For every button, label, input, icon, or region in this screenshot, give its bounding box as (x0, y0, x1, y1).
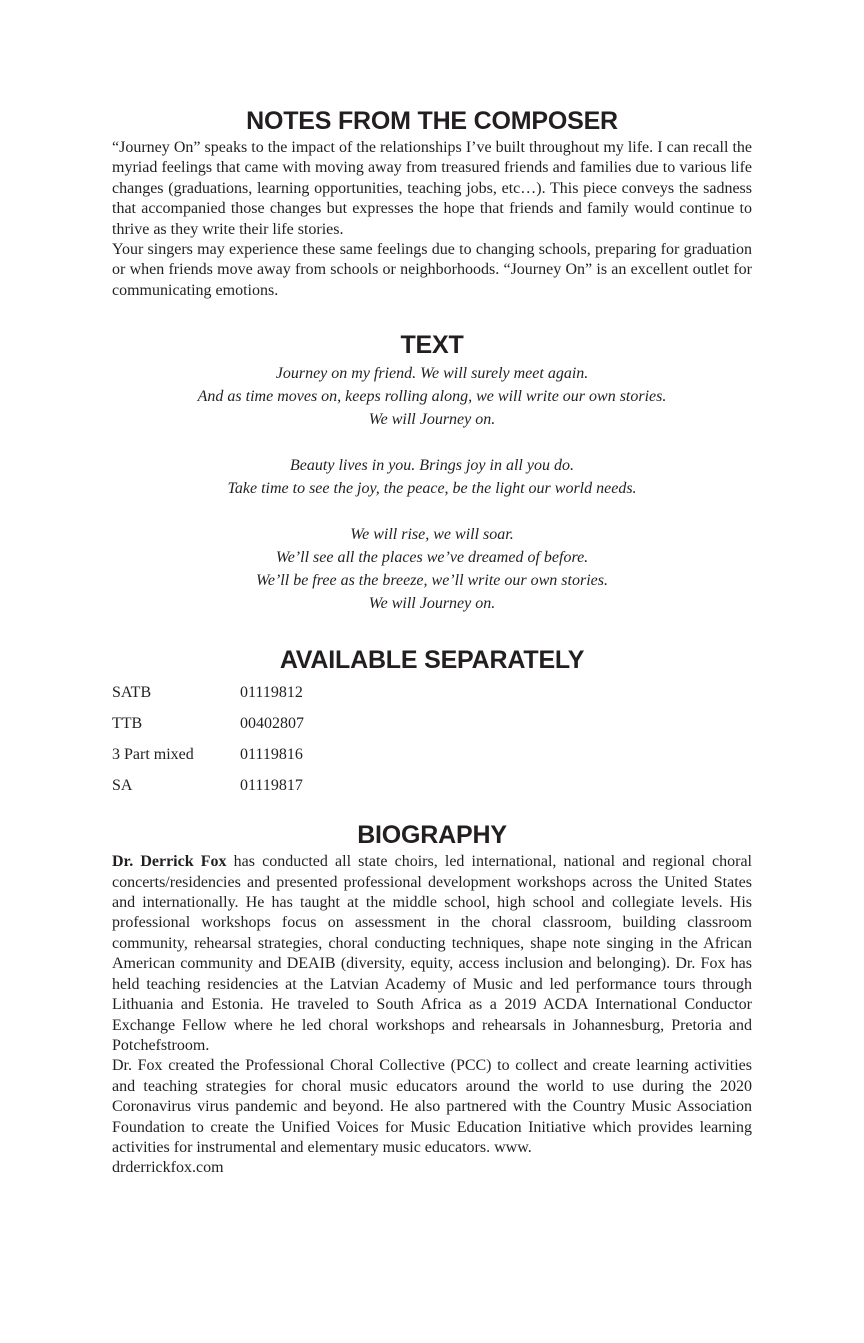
voicing-cell: 3 Part mixed (112, 745, 194, 763)
biography-paragraph-2 (112, 1056, 752, 1178)
lyrics (112, 362, 752, 615)
lyric-line: Take time to see the joy, the peace, be the light our world needs. (227, 480, 637, 498)
lyric-line: We will Journey on. (368, 411, 496, 429)
notes-paragraph-2: Your singers may experience these same feelings due to changing schools, preparing for graduation or when friends move away from schools or neighborhoods. “Journey On” is an excellent outlet for communicating emotions. (112, 241, 752, 299)
item-number-cell: 00402807 (240, 714, 304, 732)
lyric-line: We’ll be free as the breeze, we’ll write our own stories. (256, 572, 608, 590)
voicing-cell: SATB (112, 683, 152, 701)
lyric-line: We will rise, we will soar. (350, 526, 514, 544)
lyric-line: And as time moves on, keeps rolling along, we will write our own stories. (197, 388, 667, 406)
available-table (112, 677, 304, 801)
table-row (112, 677, 304, 708)
available-heading: AVAILABLE SEPARATELY (279, 646, 585, 675)
stanza-1 (112, 362, 752, 431)
lyric-line: Journey on my friend. We will surely meet again. (275, 365, 589, 383)
item-number-cell: 01119816 (240, 745, 303, 763)
table-row (112, 708, 304, 739)
stanza-3 (112, 523, 752, 615)
lyric-line: We will Journey on. (368, 595, 496, 613)
composer-name: Dr. Derrick Fox (112, 853, 227, 871)
page (112, 104, 752, 1179)
voicing-cell: SA (112, 776, 133, 794)
lyric-line: Beauty lives in you. Brings joy in all you do. (290, 457, 574, 475)
stanza-2 (112, 454, 752, 500)
table-row (112, 770, 304, 801)
voicing-cell: TTB (112, 714, 143, 732)
notes-heading: NOTES FROM THE COMPOSER (246, 107, 618, 135)
item-number-cell: 01119817 (240, 776, 303, 794)
lyric-line: We’ll see all the places we’ve dreamed of before. (275, 549, 589, 567)
biography-paragraph-1 (112, 852, 752, 1056)
biography-heading: BIOGRAPHY (357, 821, 507, 850)
text-heading: TEXT (400, 331, 464, 360)
website-link[interactable]: drderrickfox.com (112, 1159, 224, 1177)
notes-paragraph-1: “Journey On” speaks to the impact of the relationships I’ve built throughout my life. I can recall the myriad feelings that came with moving away from treasured friends and families due to various life changes (graduations, learning opportunities, teaching jobs, etc…). This piece conveys the sadness that accompanied those changes but expresses the hope that friends and family would continue to thrive as they write their life stories. (112, 139, 752, 238)
biography-text: has conducted all state choirs, led international, national and regional choral concerts/residencies and presented professional development workshops across the United States and internationally. He has taught at the middle school, high school and collegiate levels. His professional workshops focus on assessment in the choral classroom, building classroom community, rehearsal strategies, choral conducting techniques, shape note singing in the African American community and DEAIB (diversity, equity, access inclusion and belonging). Dr. Fox has held teaching residencies at the Latvian Academy of Music and led performance tours through Lithuania and Estonia. He traveled to South Africa as a 2019 ACDA International Conductor Exchange Fellow where he led choral workshops and rehearsals in Johannesburg, Pretoria and Potchefstroom. (112, 853, 753, 1054)
table-row (112, 739, 304, 770)
item-number-cell: 01119812 (240, 683, 303, 701)
biography-text: Dr. Fox created the Professional Choral Collective (PCC) to collect and create learning activities and teaching strategies for choral music educators around the world to use during the 2020 Coronavirus virus pandemic and beyond. He also partnered with the Country Music Association Foundation to create the Unified Voices for Music Education Initiative which provides learning activities for instrumental and elementary music educators. www. (112, 1057, 752, 1156)
